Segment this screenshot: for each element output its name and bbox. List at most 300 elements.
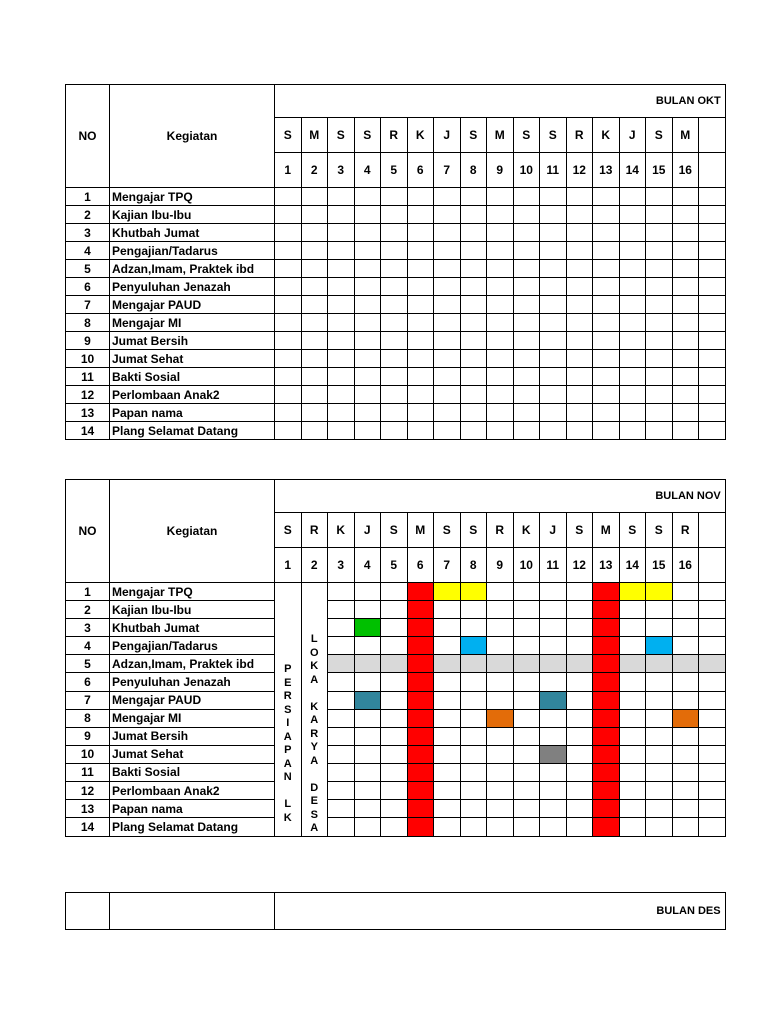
schedule-cell <box>566 691 593 709</box>
day-letter: J <box>619 118 646 153</box>
schedule-cell <box>513 709 540 727</box>
schedule-cell <box>407 278 434 296</box>
activity-name: Mengajar TPQ <box>110 583 275 601</box>
schedule-cell <box>513 242 540 260</box>
schedule-cell <box>460 314 487 332</box>
table-row <box>66 386 726 404</box>
activity-name: Khutbah Jumat <box>110 224 275 242</box>
schedule-cell <box>275 206 302 224</box>
schedule-cell <box>540 224 567 242</box>
schedule-cell <box>566 242 593 260</box>
schedule-cell <box>487 601 514 619</box>
schedule-cell <box>381 727 408 745</box>
schedule-cell <box>566 224 593 242</box>
schedule-cell <box>407 709 434 727</box>
activity-number: 8 <box>66 709 110 727</box>
schedule-cell <box>540 673 567 691</box>
schedule-cell <box>540 583 567 601</box>
day-letter: K <box>513 513 540 548</box>
schedule-cell <box>407 314 434 332</box>
schedule-cell <box>566 332 593 350</box>
schedule-cell <box>407 637 434 655</box>
schedule-cell <box>407 763 434 781</box>
schedule-cell <box>646 745 673 763</box>
schedule-cell <box>328 709 355 727</box>
date-number: 7 <box>434 548 461 583</box>
schedule-cell <box>407 332 434 350</box>
schedule-cell <box>487 350 514 368</box>
schedule-cell <box>513 763 540 781</box>
schedule-cell <box>381 242 408 260</box>
schedule-cell <box>699 619 726 637</box>
schedule-cell <box>407 296 434 314</box>
schedule-cell <box>593 583 620 601</box>
schedule-cell <box>301 188 328 206</box>
schedule-cell <box>407 224 434 242</box>
activity-name: Penyuluhan Jenazah <box>110 673 275 691</box>
schedule-cell <box>487 368 514 386</box>
activity-number: 14 <box>66 818 110 836</box>
day-letter: J <box>540 513 567 548</box>
schedule-cell <box>699 278 726 296</box>
table-row <box>66 314 726 332</box>
date-number: 14 <box>619 153 646 188</box>
activity-number: 14 <box>66 422 110 440</box>
schedule-cell <box>381 818 408 836</box>
schedule-cell <box>407 422 434 440</box>
schedule-cell <box>566 314 593 332</box>
schedule-cell <box>646 727 673 745</box>
schedule-cell <box>381 260 408 278</box>
schedule-cell <box>407 800 434 818</box>
day-letter: S <box>354 118 381 153</box>
schedule-cell <box>593 278 620 296</box>
schedule-cell <box>619 782 646 800</box>
schedule-cell <box>381 709 408 727</box>
date-number <box>699 548 726 583</box>
schedule-cell <box>328 818 355 836</box>
schedule-cell <box>301 242 328 260</box>
table-row <box>66 278 726 296</box>
schedule-cell <box>672 745 699 763</box>
schedule-cell <box>593 188 620 206</box>
day-letter: S <box>275 118 302 153</box>
schedule-cell <box>381 655 408 673</box>
activity-name: Perlombaan Anak2 <box>110 386 275 404</box>
schedule-cell <box>540 727 567 745</box>
day-letter: M <box>487 118 514 153</box>
activity-name: Papan nama <box>110 800 275 818</box>
schedule-cell <box>593 745 620 763</box>
day-letter: J <box>354 513 381 548</box>
day-letter: S <box>460 118 487 153</box>
date-number: 4 <box>354 548 381 583</box>
schedule-cell <box>328 350 355 368</box>
schedule-cell <box>513 655 540 673</box>
schedule-cell <box>699 260 726 278</box>
day-letter: R <box>381 118 408 153</box>
schedule-cell <box>381 422 408 440</box>
schedule-cell <box>328 691 355 709</box>
schedule-cell <box>540 368 567 386</box>
schedule-cell <box>566 818 593 836</box>
activity-name: Plang Selamat Datang <box>110 818 275 836</box>
schedule-cell <box>646 314 673 332</box>
schedule-cell <box>646 655 673 673</box>
activity-name: Jumat Sehat <box>110 350 275 368</box>
schedule-cell <box>328 260 355 278</box>
schedule-cell <box>354 655 381 673</box>
schedule-cell <box>672 188 699 206</box>
schedule-cell <box>301 368 328 386</box>
schedule-cell <box>593 709 620 727</box>
schedule-cell <box>672 314 699 332</box>
schedule-cell <box>593 673 620 691</box>
schedule-cell <box>460 350 487 368</box>
schedule-cell <box>619 601 646 619</box>
activity-number: 10 <box>66 745 110 763</box>
schedule-cell <box>460 727 487 745</box>
schedule-cell <box>487 332 514 350</box>
schedule-cell <box>646 800 673 818</box>
date-number: 2 <box>301 153 328 188</box>
schedule-cell <box>407 242 434 260</box>
schedule-cell <box>540 601 567 619</box>
activity-number: 9 <box>66 332 110 350</box>
schedule-cell <box>672 350 699 368</box>
schedule-cell <box>460 296 487 314</box>
table-row <box>66 673 726 691</box>
schedule-cell <box>328 278 355 296</box>
schedule-cell <box>672 691 699 709</box>
schedule-cell <box>646 296 673 314</box>
table-row <box>66 601 726 619</box>
schedule-cell <box>275 368 302 386</box>
schedule-cell <box>301 422 328 440</box>
schedule-cell <box>646 260 673 278</box>
schedule-cell <box>540 206 567 224</box>
activity-name: Pengajian/Tadarus <box>110 242 275 260</box>
schedule-cell <box>699 727 726 745</box>
schedule-cell <box>646 332 673 350</box>
schedule-cell <box>513 422 540 440</box>
schedule-cell <box>619 800 646 818</box>
schedule-cell <box>434 188 461 206</box>
schedule-cell <box>354 583 381 601</box>
schedule-cell <box>460 188 487 206</box>
schedule-cell <box>593 368 620 386</box>
table-row <box>66 242 726 260</box>
schedule-cell <box>619 637 646 655</box>
schedule-cell <box>646 818 673 836</box>
schedule-cell <box>540 242 567 260</box>
schedule-cell <box>593 763 620 781</box>
month-title-text: BULAN DES <box>656 905 721 917</box>
schedule-cell <box>619 727 646 745</box>
schedule-cell <box>275 242 302 260</box>
activity-name: Perlombaan Anak2 <box>110 782 275 800</box>
schedule-cell <box>487 745 514 763</box>
schedule-cell <box>593 386 620 404</box>
schedule-cell <box>566 260 593 278</box>
schedule-cell <box>672 386 699 404</box>
schedule-cell <box>275 386 302 404</box>
schedule-cell <box>275 260 302 278</box>
table-row <box>66 350 726 368</box>
table-row <box>66 619 726 637</box>
schedule-cell <box>434 242 461 260</box>
schedule-cell <box>434 800 461 818</box>
schedule-cell <box>593 422 620 440</box>
schedule-cell <box>566 404 593 422</box>
table-row <box>66 709 726 727</box>
activity-name: Bakti Sosial <box>110 368 275 386</box>
schedule-cell <box>460 673 487 691</box>
schedule-cell <box>566 601 593 619</box>
schedule-cell <box>619 763 646 781</box>
schedule-cell <box>619 242 646 260</box>
schedule-cell <box>275 350 302 368</box>
table-row <box>66 782 726 800</box>
schedule-cell <box>407 386 434 404</box>
day-letter <box>699 118 726 153</box>
day-letter: S <box>566 513 593 548</box>
schedule-cell <box>566 727 593 745</box>
schedule-cell <box>646 206 673 224</box>
schedule-cell <box>646 637 673 655</box>
schedule-cell <box>646 224 673 242</box>
schedule-cell <box>646 188 673 206</box>
schedule-cell <box>381 745 408 763</box>
schedule-cell <box>381 332 408 350</box>
schedule-cell <box>672 782 699 800</box>
schedule-cell <box>593 637 620 655</box>
schedule-cell <box>407 601 434 619</box>
schedule-cell <box>354 818 381 836</box>
date-number: 5 <box>381 548 408 583</box>
schedule-cell <box>593 727 620 745</box>
header-kegiatan: Kegiatan <box>110 480 275 583</box>
schedule-cell <box>460 601 487 619</box>
schedule-cell <box>540 188 567 206</box>
table-row <box>66 691 726 709</box>
schedule-cell <box>354 422 381 440</box>
schedule-cell <box>460 745 487 763</box>
date-number: 2 <box>301 548 328 583</box>
schedule-cell <box>487 278 514 296</box>
schedule-cell <box>699 818 726 836</box>
schedule-cell <box>407 583 434 601</box>
activity-name: Khutbah Jumat <box>110 619 275 637</box>
day-letter: R <box>566 118 593 153</box>
schedule-cell <box>407 818 434 836</box>
schedule-cell <box>646 619 673 637</box>
schedule-cell <box>699 655 726 673</box>
schedule-cell <box>699 332 726 350</box>
schedule-cell <box>566 350 593 368</box>
schedule-cell <box>434 637 461 655</box>
schedule-cell <box>407 350 434 368</box>
table-row <box>66 655 726 673</box>
activity-number: 9 <box>66 727 110 745</box>
schedule-cell <box>434 782 461 800</box>
schedule-cell <box>328 296 355 314</box>
schedule-cell <box>672 368 699 386</box>
schedule-cell <box>619 206 646 224</box>
schedule-cell <box>407 260 434 278</box>
schedule-cell <box>540 314 567 332</box>
schedule-cell <box>487 800 514 818</box>
schedule-cell <box>328 242 355 260</box>
schedule-cell <box>646 601 673 619</box>
date-number: 4 <box>354 153 381 188</box>
activity-name: Jumat Bersih <box>110 727 275 745</box>
activity-number: 7 <box>66 691 110 709</box>
schedule-cell <box>381 583 408 601</box>
schedule-cell <box>540 422 567 440</box>
schedule-cell <box>699 350 726 368</box>
schedule-cell <box>566 637 593 655</box>
schedule-cell <box>593 260 620 278</box>
activity-name: Adzan,Imam, Praktek ibd <box>110 655 275 673</box>
schedule-cell <box>646 368 673 386</box>
schedule-cell <box>381 673 408 691</box>
activity-number: 11 <box>66 763 110 781</box>
schedule-cell <box>381 188 408 206</box>
day-letter: S <box>646 513 673 548</box>
schedule-cell <box>619 188 646 206</box>
schedule-cell <box>354 691 381 709</box>
schedule-cell <box>699 763 726 781</box>
date-number: 9 <box>487 548 514 583</box>
schedule-cell <box>540 655 567 673</box>
schedule-cell <box>513 314 540 332</box>
month-title <box>275 85 726 118</box>
schedule-cell <box>460 818 487 836</box>
activity-name: Kajian Ibu-Ibu <box>110 206 275 224</box>
schedule-cell <box>460 619 487 637</box>
schedule-cell <box>513 673 540 691</box>
schedule-cell <box>487 422 514 440</box>
schedule-cell <box>354 206 381 224</box>
schedule-cell <box>434 368 461 386</box>
schedule-cell <box>381 763 408 781</box>
activity-number: 1 <box>66 583 110 601</box>
schedule-cell <box>566 782 593 800</box>
schedule-cell <box>672 296 699 314</box>
schedule-cell <box>460 583 487 601</box>
schedule-cell <box>699 673 726 691</box>
schedule-cell <box>513 278 540 296</box>
schedule-cell <box>301 260 328 278</box>
schedule-cell <box>434 601 461 619</box>
schedule-cell <box>699 691 726 709</box>
activity-name: Mengajar TPQ <box>110 188 275 206</box>
schedule-cell <box>593 296 620 314</box>
schedule-cell <box>354 404 381 422</box>
table-row <box>66 296 726 314</box>
schedule-cell <box>301 224 328 242</box>
header-no: NO <box>66 85 110 188</box>
month-title <box>275 480 726 513</box>
schedule-cell <box>354 278 381 296</box>
schedule-cell <box>407 691 434 709</box>
schedule-cell <box>593 619 620 637</box>
schedule-cell <box>619 745 646 763</box>
schedule-cell <box>513 800 540 818</box>
schedule-cell <box>487 242 514 260</box>
schedule-cell <box>566 386 593 404</box>
schedule-cell <box>593 782 620 800</box>
table-row <box>66 583 726 601</box>
schedule-cell <box>540 709 567 727</box>
schedule-cell <box>672 673 699 691</box>
schedule-cell <box>513 368 540 386</box>
schedule-cell <box>487 619 514 637</box>
schedule-cell <box>407 727 434 745</box>
schedule-cell <box>487 583 514 601</box>
schedule-cell <box>487 224 514 242</box>
schedule-cell <box>699 583 726 601</box>
schedule-cell <box>328 763 355 781</box>
schedule-cell <box>566 188 593 206</box>
schedule-cell <box>275 314 302 332</box>
schedule-cell <box>566 368 593 386</box>
schedule-cell <box>460 278 487 296</box>
table-row <box>66 332 726 350</box>
schedule-cell <box>513 601 540 619</box>
schedule-cell <box>275 332 302 350</box>
schedule-cell <box>460 637 487 655</box>
activity-name: Bakti Sosial <box>110 763 275 781</box>
day-letter: S <box>275 513 302 548</box>
schedule-cell <box>301 314 328 332</box>
activity-number: 3 <box>66 224 110 242</box>
schedule-cell <box>513 386 540 404</box>
date-number: 9 <box>487 153 514 188</box>
schedule-cell <box>328 583 355 601</box>
schedule-cell <box>460 800 487 818</box>
schedule-cell <box>540 296 567 314</box>
activity-number: 13 <box>66 404 110 422</box>
schedule-cell <box>354 350 381 368</box>
date-number: 8 <box>460 153 487 188</box>
schedule-cell <box>275 188 302 206</box>
day-letter: M <box>407 513 434 548</box>
date-number: 3 <box>328 548 355 583</box>
schedule-cell <box>460 260 487 278</box>
schedule-cell <box>566 709 593 727</box>
schedule-cell <box>672 601 699 619</box>
schedule-cell <box>328 601 355 619</box>
schedule-cell <box>699 782 726 800</box>
schedule-table <box>65 479 726 837</box>
schedule-cell <box>619 619 646 637</box>
schedule-cell <box>434 206 461 224</box>
schedule-cell <box>328 314 355 332</box>
schedule-cell <box>540 619 567 637</box>
header-no: NO <box>66 480 110 583</box>
month-title <box>275 893 726 930</box>
day-letter: S <box>381 513 408 548</box>
schedule-cell <box>354 332 381 350</box>
schedule-cell <box>619 386 646 404</box>
schedule-cell <box>619 709 646 727</box>
schedule-cell <box>354 242 381 260</box>
schedule-cell <box>328 224 355 242</box>
schedule-cell <box>354 260 381 278</box>
schedule-cell <box>434 278 461 296</box>
